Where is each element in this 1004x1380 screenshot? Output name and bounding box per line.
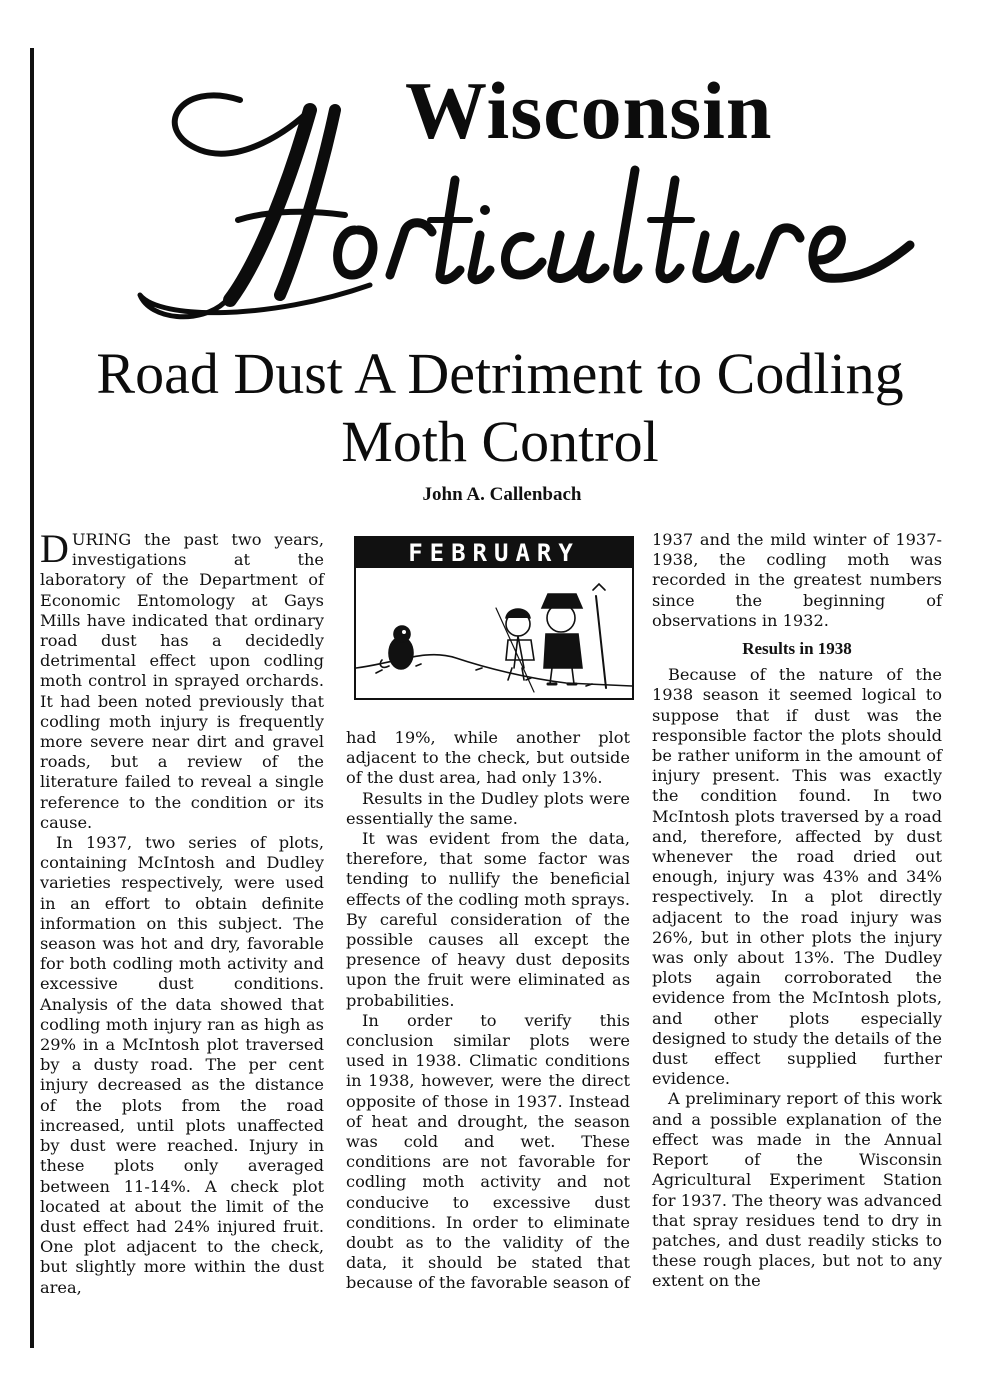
author-byline: John A. Callenbach [422, 484, 582, 505]
paragraph: In order to verify this conclusion similar plots were used in 1938. Climatic conditions in 1938, however, were the direct opposite of those in 1937. Instead of heat and drought, the season was cold and wet. These conditions are not favorable for codling moth activity and not conducive to excessive dust conditions. In order to eliminate doubt as to the validity of the data, it should be stated that because of the favorable season of [346, 1010, 630, 1293]
cartoon-banner: FEBRUARY [356, 538, 632, 568]
text-column-2 [346, 728, 630, 1294]
paragraph: A preliminary report of this work and a possible explanation of the effect was made in the Annual Report of the Wisconsin Agricultural Experiment Station for 1937. The theory was advanced that spray residues tend to dry in patches, and dust readily sticks to these rough places, but not to any extent on the [652, 1089, 942, 1291]
paragraph [40, 526, 324, 833]
article-title-line2: Moth Control [341, 409, 659, 474]
text-column-3 [652, 530, 942, 1292]
article-title [60, 340, 940, 476]
paragraph: had 19%, while another plot adjacent to the check, but outside of the dust area, had only 13%. [346, 728, 630, 788]
left-margin-rule [30, 48, 34, 1348]
paragraph: Results in the Dudley plots were essentially the same. [346, 788, 630, 828]
masthead-wisconsin: Wisconsin [405, 65, 773, 156]
article-title-line1: Road Dust A Detriment to Codling [96, 341, 904, 406]
section-subhead: Results in 1938 [742, 639, 852, 659]
groundhog-children-illustration [356, 568, 632, 696]
drop-cap: D [40, 526, 69, 571]
text-column-1 [40, 526, 324, 1298]
paragraph: Because of the nature of the 1938 season it seemed logical to suppose that if dust was the responsible factor the plots should be rather uniform in the amount of injury present. This was exactly the condition found. In two McIntosh plots traversed by a road and, therefore, affected by dust whenever the road dried out enough, injury was 43% and 34% respectively. In a plot directly adjacent to the road injury was 26%, but in other plots the injury was only about 13%. The Dudley plots again corroborated the evidence from the McIntosh plots, and other plots especially designed to study the details of the dust effect supplied further evidence. [652, 665, 942, 1089]
paragraph: It was evident from the data, therefore, that some factor was tending to nullify the beneficial effects of the codling moth sprays. By careful consideration of the possible causes all except the presence of heavy dust deposits upon the fruit were eliminated as probabilities. [346, 829, 630, 1010]
paragraph: 1937 and the mild winter of 1937-1938, the codling moth was recorded in the greatest numbers since the beginning of observations in 1932. [652, 530, 942, 630]
paragraph: In 1937, two series of plots, containing McIntosh and Dudley varieties respectively, were used in an effort to obtain definite information on this subject. The season was hot and dry, favorable for both codling moth activity and excessive dust conditions. Analysis of the data showed that codling moth injury ran as high as 29% in a McIntosh plot traversed by a dusty road. The per cent injury decreased as the distance of the plots from the road increased, until plots unaffected by dust were reached. Injury in these plots only averaged between 11-14%. A check plot located at about the limit of the dust effect had 24% injured fruit. One plot adjacent to the check, but slightly more within the dust area, [40, 833, 324, 1297]
paragraph-text: URING the past two years, investigations at the laboratory of the Department of Economic Entomology at Gays Mills have indicated that ordinary road dust has a decidedly detrimental effect upon codling moth control in sprayed orchards. It had been noted previously that codling moth injury is frequently more severe near dirt and gravel roads, but a review of the literature failed to reveal a single reference to the condition or its cause. [40, 530, 324, 832]
february-cartoon [354, 536, 634, 700]
